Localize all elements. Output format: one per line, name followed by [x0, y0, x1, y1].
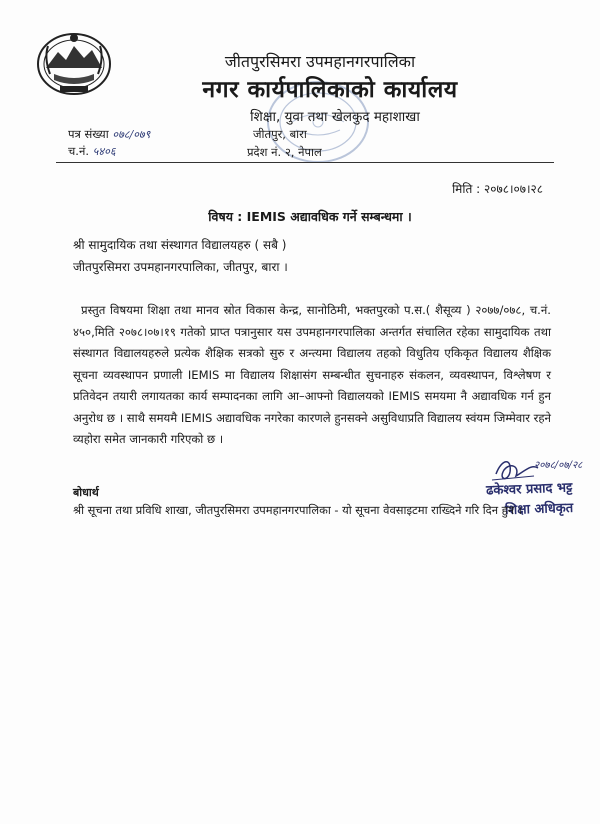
letterhead-municipality: जीतपुरसिमरा उपमहानगरपालिका	[224, 52, 416, 71]
letter-number-label: पत्र संख्या	[68, 127, 109, 141]
letter-number	[68, 127, 150, 142]
signatory-title: शिक्षा अधिकृत	[504, 500, 574, 519]
recipient-line-2: जीतपुरसिमरा उपमहानगरपालिका, जीतपुर, बारा ।	[73, 260, 288, 274]
cc-label: बोधार्थ	[73, 486, 99, 499]
dispatch-number	[68, 144, 116, 159]
letterhead-province: प्रदेश नं. २, नेपाल	[247, 145, 322, 159]
header-divider	[56, 162, 554, 163]
recipient-line-1: श्री सामुदायिक तथा संस्थागत विद्यालयहरु ( सबै )	[73, 238, 287, 252]
signature-date: २०७८/०७/२८	[534, 460, 583, 471]
dispatch-number-value: ५४०६	[92, 145, 116, 158]
letter-body-text: प्रस्तुत विषयमा शिक्षा तथा मानव स्रोत विकास केन्द्र, सानोठिमी, भक्तपुरको प.स.( शैसूव्य ) २०७७/०७८, च.नं. ४५०,मिति २०७८।०७।१९ गतेको प्राप्त पत्रानुसार यस उपमहानगरपालिका अन्तर्गत संचालित रहेका सामुदायिक तथा संस्थागत विद्यालयहरुले प्रत्येक शैक्षिक सत्रको सुरु र अन्त्यमा विद्यालय तहको विधुतिय एकिकृत विद्यालय शैक्षिक सूचना व्यवस्थापन प्रणाली IEMIS मा विद्यालय शिक्षासंग सम्बन्धीत सुचनाहरु संकलन, व्यवस्थापन, विश्लेषण र प्रतिवेदन तयारी लगायतका कार्य सम्पादनका लागि आ–आफ्नो विद्यालयको IEMIS समयमा नै अद्यावधिक गर्न हुन अनुरोध छ । साथै समयमै IEMIS अद्यावधिक नगरेका कारणले हुनसक्ने असुविधाप्रति विद्यालय स्वंयम जिम्मेवार रहने व्यहोरा समेत जानकारी गरिएको छ ।	[73, 303, 551, 446]
letterhead-office: नगर कार्यपालिकाको कार्यालय	[202, 77, 458, 103]
letterhead-location: जीतपुर, बारा	[253, 127, 307, 141]
letter-number-value: ०७८/०७९	[112, 128, 151, 141]
letter-body	[73, 300, 551, 451]
letter-subject: विषय : IEMIS अद्यावधिक गर्ने सम्बन्धमा ।	[208, 209, 412, 224]
dispatch-number-label: च.नं.	[68, 144, 89, 158]
letter-date: मिति : २०७८।०७।२८	[452, 182, 543, 196]
cc-text: श्री सूचना तथा प्रविधि शाखा, जीतपुरसिमरा उपमहानगरपालिका - यो सूचना वेवसाइटमा राख्दिने गरि दिन हुन ।	[73, 503, 522, 517]
signatory-name: ढकेश्वर प्रसाद भट्ट	[485, 480, 573, 499]
letterhead-department: शिक्षा, युवा तथा खेलकुद महाशाखा	[250, 109, 420, 125]
